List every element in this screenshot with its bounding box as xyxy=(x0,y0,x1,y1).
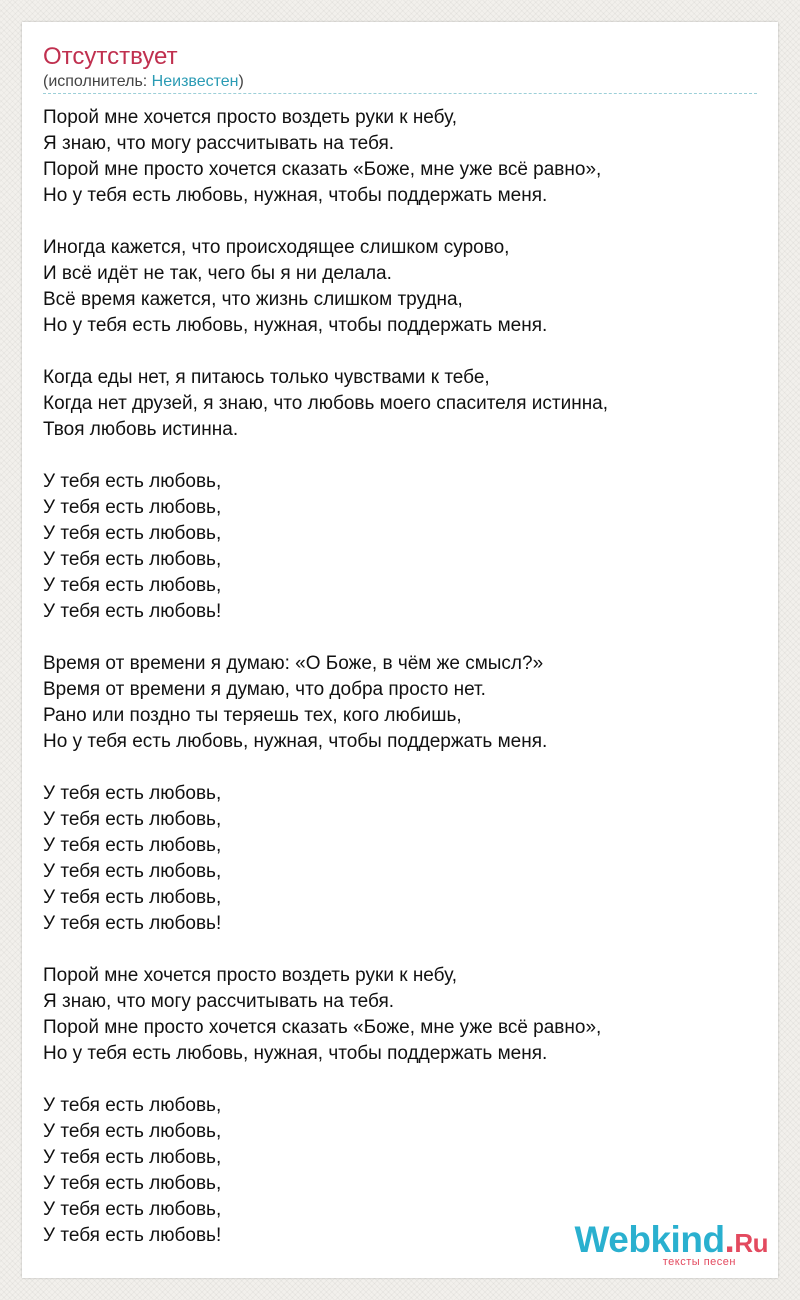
lyric-line: Я знаю, что могу рассчитывать на тебя. xyxy=(43,133,395,154)
lyric-line: У тебя есть любовь, xyxy=(43,549,222,570)
lyric-line: Иногда кажется, что происходящее слишком сурово, xyxy=(43,237,510,258)
lyric-line: У тебя есть любовь, xyxy=(43,887,222,908)
song-title: Отсутствует xyxy=(43,43,178,70)
artist-prefix: (исполнитель: xyxy=(43,73,152,90)
lyrics-stanza xyxy=(43,105,757,209)
lyric-line: У тебя есть любовь! xyxy=(43,601,222,622)
lyric-line: У тебя есть любовь, xyxy=(43,1147,222,1168)
lyric-line: Время от времени я думаю: «О Боже, в чём же смысл?» xyxy=(43,653,544,674)
lyric-line: Но у тебя есть любовь, нужная, чтобы поддержать меня. xyxy=(43,731,548,752)
artist-link[interactable]: Неизвестен xyxy=(151,73,239,90)
lyric-line: Порой мне хочется просто воздеть руки к небу, xyxy=(43,107,458,128)
lyric-line: Но у тебя есть любовь, нужная, чтобы поддержать меня. xyxy=(43,1043,548,1064)
lyrics-stanza xyxy=(43,781,757,937)
lyric-line: Твоя любовь истинна. xyxy=(43,419,239,440)
lyric-line: Порой мне хочется просто воздеть руки к небу, xyxy=(43,965,458,986)
lyric-line: У тебя есть любовь, xyxy=(43,497,222,518)
lyric-line: У тебя есть любовь, xyxy=(43,783,222,804)
artist-line xyxy=(43,72,244,92)
lyric-line: Порой мне просто хочется сказать «Боже, мне уже всё равно», xyxy=(43,159,602,180)
lyric-line: У тебя есть любовь! xyxy=(43,913,222,934)
lyric-line: Когда нет друзей, я знаю, что любовь моего спасителя истинна, xyxy=(43,393,609,414)
lyric-line: Время от времени я думаю, что добра просто нет. xyxy=(43,679,486,700)
lyrics-stanza xyxy=(43,963,757,1067)
lyrics-stanza xyxy=(43,235,757,339)
lyric-line: У тебя есть любовь, xyxy=(43,1173,222,1194)
lyric-line: У тебя есть любовь, xyxy=(43,1095,222,1116)
lyric-line: У тебя есть любовь, xyxy=(43,835,222,856)
logo-word: Webkind xyxy=(574,1219,725,1260)
lyric-line: Когда еды нет, я питаюсь только чувствами к тебе, xyxy=(43,367,490,388)
logo-tld: Ru xyxy=(734,1228,768,1258)
lyric-line: И всё идёт не так, чего бы я ни делала. xyxy=(43,263,392,284)
lyrics-stanza xyxy=(43,365,757,443)
lyric-line: У тебя есть любовь, xyxy=(43,471,222,492)
lyric-line: У тебя есть любовь, xyxy=(43,1121,222,1142)
lyric-line: Всё время кажется, что жизнь слишком трудна, xyxy=(43,289,463,310)
logo-tagline: тексты песен xyxy=(662,1256,736,1268)
lyric-line: Но у тебя есть любовь, нужная, чтобы поддержать меня. xyxy=(43,315,548,336)
lyric-line: У тебя есть любовь, xyxy=(43,1199,222,1220)
lyrics-card xyxy=(22,22,778,1278)
lyrics-stanza xyxy=(43,651,757,755)
lyric-line: Порой мне просто хочется сказать «Боже, мне уже всё равно», xyxy=(43,1017,602,1038)
logo-dot: . xyxy=(724,1219,735,1260)
webkind-logo[interactable] xyxy=(574,1219,768,1270)
lyric-line: Но у тебя есть любовь, нужная, чтобы поддержать меня. xyxy=(43,185,548,206)
lyric-line: У тебя есть любовь, xyxy=(43,523,222,544)
lyric-line: Рано или поздно ты теряешь тех, кого любишь, xyxy=(43,705,462,726)
lyrics-text xyxy=(43,105,757,1275)
lyric-line: У тебя есть любовь, xyxy=(43,861,222,882)
artist-suffix: ) xyxy=(238,73,244,90)
lyrics-stanza xyxy=(43,469,757,625)
lyric-line: У тебя есть любовь, xyxy=(43,575,222,596)
lyric-line: У тебя есть любовь! xyxy=(43,1225,222,1246)
lyric-line: У тебя есть любовь, xyxy=(43,809,222,830)
divider xyxy=(43,93,757,94)
lyric-line: Я знаю, что могу рассчитывать на тебя. xyxy=(43,991,395,1012)
